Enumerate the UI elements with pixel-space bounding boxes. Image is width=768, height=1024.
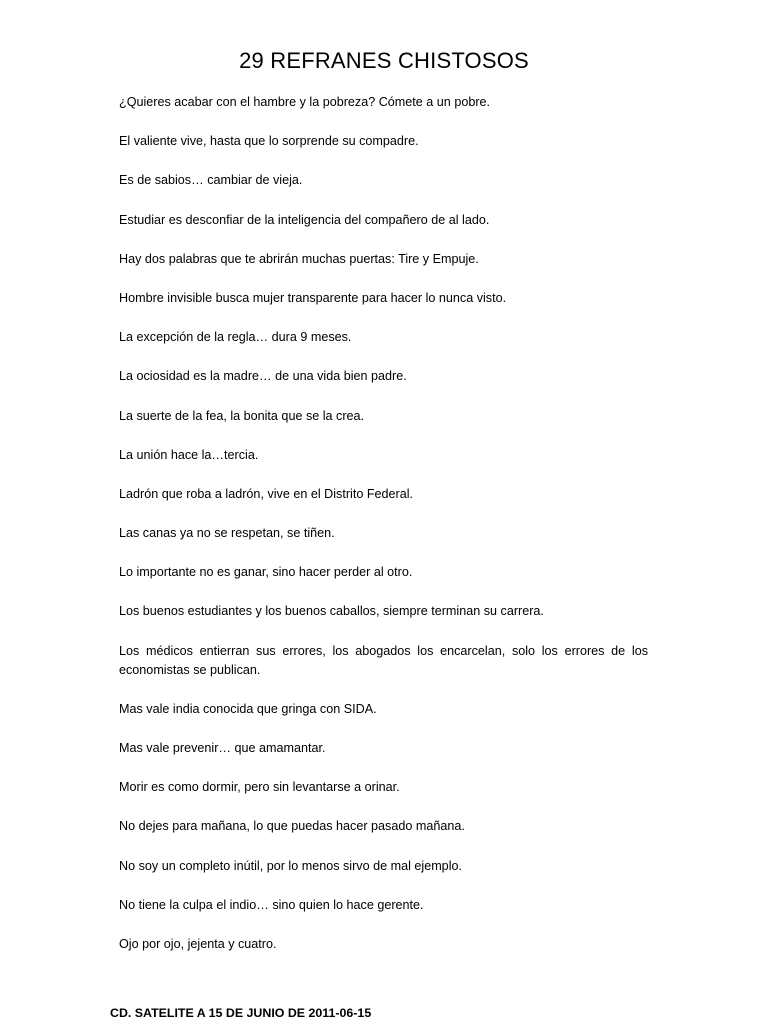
page-title: 29 REFRANES CHISTOSOS xyxy=(239,48,529,73)
saying-item: No dejes para mañana, lo que puedas hacer pasado mañana. xyxy=(119,819,465,834)
saying-item: No tiene la culpa el indio… sino quien lo hace gerente. xyxy=(119,897,424,912)
saying-item: Ojo por ojo, jejenta y cuatro. xyxy=(119,936,277,951)
saying-item: Es de sabios… cambiar de vieja. xyxy=(119,173,303,188)
saying-item: La unión hace la…tercia. xyxy=(119,447,259,462)
saying-item: Ladrón que roba a ladrón, vive en el Distrito Federal. xyxy=(119,486,414,501)
saying-item: Estudiar es desconfiar de la inteligencia del compañero de al lado. xyxy=(119,212,490,227)
saying-item: La suerte de la fea, la bonita que se la crea. xyxy=(119,408,365,423)
sayings-list xyxy=(119,93,648,974)
saying-item: Mas vale india conocida que gringa con SIDA. xyxy=(119,701,377,716)
saying-item: Mas vale prevenir… que amamantar. xyxy=(119,741,326,755)
saying-item: Las canas ya no se respetan, se tiñen. xyxy=(119,526,335,541)
saying-item: El valiente vive, hasta que lo sorprende su compadre. xyxy=(119,134,419,149)
saying-item: La ociosidad es la madre… de una vida bien padre. xyxy=(119,369,407,384)
saying-item: Hay dos palabras que te abrirán muchas puertas: Tire y Empuje. xyxy=(119,251,479,266)
saying-item: No soy un completo inútil, por lo menos sirvo de mal ejemplo. xyxy=(119,858,462,873)
saying-item: Los buenos estudiantes y los buenos caballos, siempre terminan su carrera. xyxy=(119,604,544,619)
saying-item: Lo importante no es ganar, sino hacer perder al otro. xyxy=(119,565,413,580)
saying-item: ¿Quieres acabar con el hambre y la pobreza? Cómete a un pobre. xyxy=(119,95,491,109)
saying-item: Los médicos entierran sus errores, los abogados los encarcelan, solo los errores de los economistas se publican. xyxy=(119,643,648,677)
saying-item: La excepción de la regla… dura 9 meses. xyxy=(119,330,352,345)
footer-date-line: CD. SATELITE A 15 DE JUNIO DE 2011-06-15 xyxy=(110,1006,372,1020)
saying-item: Hombre invisible busca mujer transparente para hacer lo nunca visto. xyxy=(119,290,507,305)
saying-item: Morir es como dormir, pero sin levantarse a orinar. xyxy=(119,780,400,795)
